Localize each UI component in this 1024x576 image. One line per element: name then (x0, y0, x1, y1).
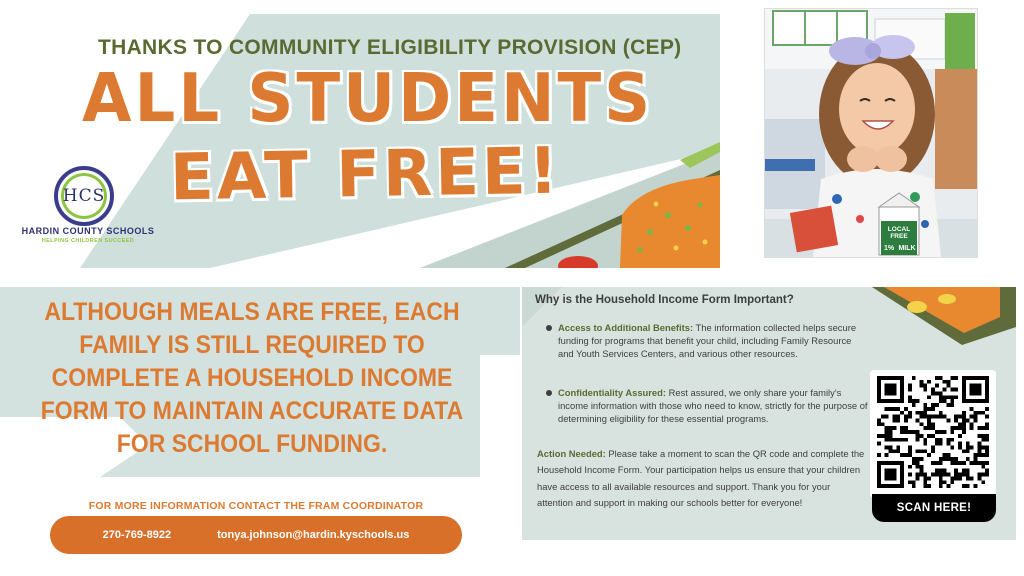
bullet-dot (546, 390, 552, 396)
carton-label-local: LOCAL (887, 226, 911, 233)
cep-subtitle: THANKS TO COMMUNITY ELIGIBILITY PROVISION (CEP) (98, 36, 682, 59)
headline-eat-free: EAT FREE! (169, 134, 562, 216)
logo-tagline: HELPING CHILDREN SUCCEED (41, 238, 135, 244)
contact-phone[interactable]: 270-769-8922 (102, 529, 172, 541)
logo-district-name: HARDIN COUNTY SCHOOLS (21, 226, 155, 236)
contact-heading: FOR MORE INFORMATION CONTACT THE FRAM COORDINATOR (88, 500, 424, 512)
carton-label-percent: 1% (883, 245, 895, 252)
scan-here-button[interactable] (872, 494, 996, 522)
logo-initials: HCS (62, 186, 106, 206)
carton-label-free: FREE (890, 233, 908, 240)
contact-bar (50, 516, 462, 554)
action-body: Please take a moment to scan the QR code and complete the Household Income Form. Your participation helps us ensure that your children have access to all available resources and support. Thank you for your attention and support in making our schools better for everyone! (537, 448, 865, 509)
bullet-confidentiality-body: Rest assured, we only share your family's income information with those who need to know, strictly for the purpose of determining eligibility for these essential programs. (558, 387, 868, 425)
bullet-benefits-body: The information collected helps secure funding for programs that benefit your child, including Family Resource and Youth Services Centers, and various other resources. (558, 322, 857, 360)
action-title: Action Needed: (537, 448, 606, 459)
carton-label-milk: MILK (898, 245, 916, 252)
bullet-confidentiality-title: Confidentiality Assured: (558, 387, 666, 398)
qr-code[interactable] (870, 370, 996, 498)
student-photo-illustration (765, 9, 977, 257)
bullet-confidentiality (558, 386, 868, 426)
bullet-benefits (558, 321, 858, 361)
requirement-message: ALTHOUGH MEALS ARE FREE, EACH FAMILY IS STILL REQUIRED TO COMPLETE A HOUSEHOLD INCOME FORM TO MAINTAIN ACCURATE DATA FOR SCHOOL FUNDING. (40, 298, 464, 458)
hcs-logo (18, 166, 158, 246)
student-photo (764, 8, 978, 258)
info-heading: Why is the Household Income Form Important? (535, 294, 794, 306)
headline-all-students: ALL STUDENTS (82, 60, 654, 138)
scan-here-label: SCAN HERE! (896, 502, 972, 514)
logo-emblem (54, 166, 114, 226)
contact-email[interactable]: tonya.johnson@hardin.kyschools.us (217, 529, 410, 541)
bullet-benefits-title: Access to Additional Benefits: (558, 322, 694, 333)
action-needed (537, 446, 867, 512)
top-banner (0, 0, 720, 268)
bullet-dot (546, 325, 552, 331)
qr-code-graphic (877, 376, 989, 488)
